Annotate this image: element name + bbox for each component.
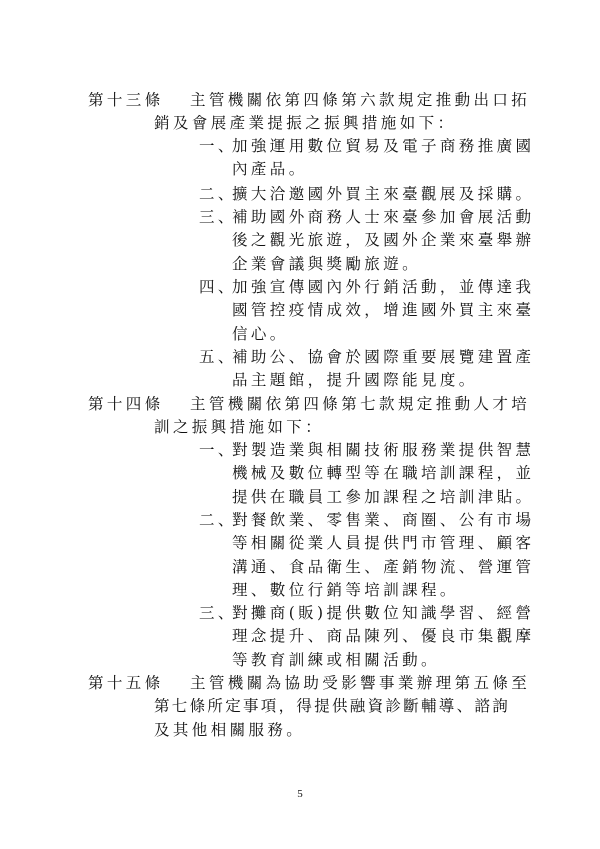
item-marker: 二、: [199, 511, 237, 529]
article-line: [0, 671, 600, 695]
list-item: [0, 438, 600, 462]
article-line: [0, 392, 600, 416]
item-text: 加強運用數位貿易及電子商務推廣國: [232, 137, 535, 155]
list-item-continuation: [0, 648, 600, 672]
item-text: 提供在職員工參加課程之培訓津貼。: [232, 488, 535, 506]
list-item-continuation: [0, 157, 600, 181]
article-text: 主管機關依第四條第六款規定推動出口拓: [190, 91, 531, 109]
article-number: 第十三條: [88, 91, 164, 109]
article-number: 第十五條: [88, 674, 164, 692]
list-item-continuation: [0, 322, 600, 346]
item-text: 補助國外商務人士來臺參加會展活動: [232, 208, 535, 226]
list-item-continuation: [0, 578, 600, 602]
list-item: [0, 205, 600, 229]
list-item-continuation: [0, 252, 600, 276]
list-item: [0, 275, 600, 299]
item-marker: 五、: [199, 348, 237, 366]
item-marker: 一、: [199, 441, 237, 459]
item-text: 補助公、協會於國際重要展覽建置產: [232, 348, 535, 366]
list-item: [0, 601, 600, 625]
item-text: 理念提升、商品陳列、優良市集觀摩: [232, 627, 535, 645]
item-text: 加強宣傳國內外行銷活動，並傳達我: [232, 278, 535, 296]
item-text: 理、數位行銷等培訓課程。: [232, 581, 459, 599]
item-text: 等教育訓練或相關活動。: [232, 651, 440, 669]
list-item-continuation: [0, 298, 600, 322]
article-line: [0, 415, 600, 439]
list-item-continuation: [0, 624, 600, 648]
list-item-continuation: [0, 228, 600, 252]
item-text: 內產品。: [232, 160, 308, 178]
article-text: 及其他相關服務。: [154, 721, 306, 739]
article-text: 主管機關為協助受影響事業辦理第五條至: [190, 674, 531, 692]
item-marker: 三、: [199, 208, 237, 226]
item-marker: 四、: [199, 278, 237, 296]
item-text: 後之觀光旅遊，及國外企業來臺舉辦: [232, 231, 535, 249]
item-text: 等相關從業人員提供門市管理、顧客: [232, 534, 535, 552]
item-text: 信心。: [232, 325, 289, 343]
item-marker: 一、: [199, 137, 237, 155]
item-text: 企業會議與獎勵旅遊。: [232, 255, 422, 273]
list-item-continuation: [0, 555, 600, 579]
item-marker: 二、: [199, 185, 237, 203]
item-text: 擴大洽邀國外買主來臺觀展及採購。: [232, 185, 535, 203]
item-text: 對餐飲業、零售業、商圈、公有市場: [232, 511, 535, 529]
list-item-continuation: [0, 531, 600, 555]
article-line: [0, 694, 600, 718]
list-item-continuation: [0, 485, 600, 509]
article-text: 銷及會展產業提振之振興措施如下：: [154, 114, 457, 132]
article-text: 第七條所定事項，得提供融資診斷輔導、諮詢: [154, 697, 511, 715]
item-text: 國管控疫情成效，增進國外買主來臺: [232, 301, 535, 319]
article-text: 訓之振興措施如下：: [154, 418, 325, 436]
page-number: 5: [297, 788, 303, 800]
article-line: [0, 111, 600, 135]
item-text: 對攤商(販)提供數位知識學習、經營: [232, 604, 535, 622]
article-number: 第十四條: [88, 395, 164, 413]
item-text: 機械及數位轉型等在職培訓課程，並: [232, 464, 535, 482]
article-text: 主管機關依第四條第七款規定推動人才培: [190, 395, 531, 413]
article-line: [0, 718, 600, 742]
item-text: 對製造業與相關技術服務業提供智慧: [232, 441, 535, 459]
list-item: [0, 508, 600, 532]
item-text: 品主題館，提升國際能見度。: [232, 371, 478, 389]
list-item: [0, 134, 600, 158]
item-marker: 三、: [199, 604, 237, 622]
article-line: [0, 88, 600, 112]
list-item-continuation: [0, 461, 600, 485]
list-item: [0, 345, 600, 369]
list-item-continuation: [0, 368, 600, 392]
item-text: 溝通、食品衛生、產銷物流、營運管: [232, 558, 535, 576]
list-item: [0, 182, 600, 206]
